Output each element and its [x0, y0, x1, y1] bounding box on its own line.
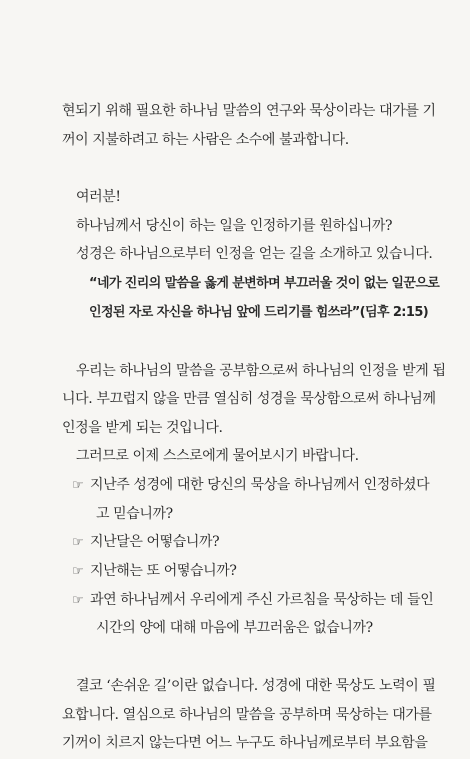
body-text-line: 그러므로 이제 스스로에게 물어보시기 바랍니다.: [76, 448, 359, 464]
body-text-line: 성경은 하나님으로부터 인정을 얻는 길을 소개하고 있습니다.: [76, 246, 433, 262]
bullet-continuation: 고 믿습니까?: [96, 506, 173, 522]
hand-pointing-right-icon: ☞: [72, 478, 84, 493]
hand-pointing-right-icon: ☞: [72, 593, 84, 608]
bullet-continuation: 시간의 양에 대해 마음에 부끄러움은 없습니까?: [96, 620, 373, 636]
hand-pointing-right-icon: ☞: [72, 535, 84, 550]
body-text-line: 니다. 부끄럽지 않을 만큼 열심히 성경을 묵상함으로써 하나님께: [62, 391, 436, 407]
scripture-quote-line: “네가 진리의 말씀을 옳게 분변하며 부끄러울 것이 없는 일꾼으로: [89, 276, 440, 291]
bullet-item: [72, 533, 219, 552]
greeting-text: 여러분!: [76, 189, 121, 205]
bullet-text: 지난해는 또 어떻습니까?: [90, 563, 237, 579]
bullet-text: 지난주 성경에 대한 당신의 묵상을 하나님께서 인정하셨다: [90, 477, 430, 493]
hand-pointing-right-icon: ☞: [72, 564, 84, 579]
body-text-line: 꺼이 지불하려고 하는 사람은 소수에 불과합니다.: [62, 132, 349, 148]
body-text-line: 하나님께서 당신이 하는 일을 인정하기를 원하십니까?: [76, 218, 393, 234]
body-text-line: 우리는 하나님의 말씀을 공부함으로써 하나님의 인정을 받게 됩: [76, 363, 446, 379]
scripture-quote-line: 인정된 자로 자신을 하나님 앞에 드리기를 힘쓰라”(딤후 2:15): [89, 305, 429, 320]
bullet-item: [72, 591, 433, 610]
bullet-text: 지난달은 어떻습니까?: [90, 534, 220, 550]
body-text-line: 인정을 받게 되는 것입니다.: [62, 420, 223, 436]
body-text-line: 결코 ‘손쉬운 길’이란 없습니다. 성경에 대한 묵상도 노력이 필: [76, 678, 436, 694]
body-text-line: 요합니다. 열심으로 하나님의 말씀을 공부하며 묵상하는 대가를: [62, 707, 432, 723]
body-text-line: 기꺼이 치르지 않는다면 어느 누구도 하나님께로부터 부요함을: [62, 735, 428, 751]
body-text-line: 현되기 위해 필요한 하나님 말씀의 연구와 묵상이라는 대가를 기: [62, 103, 436, 119]
bullet-text: 과연 하나님께서 우리에게 주신 가르침을 묵상하는 데 들인: [90, 592, 434, 608]
bullet-item: [72, 562, 236, 581]
bullet-item: [72, 476, 429, 495]
